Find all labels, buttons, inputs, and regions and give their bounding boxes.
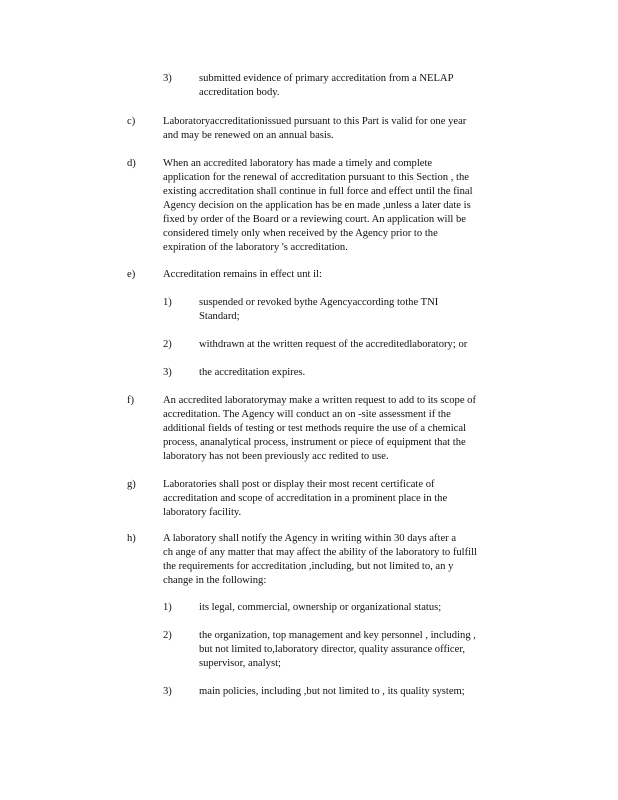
item-text: submitted evidence of primary accreditation from a NELAP accreditation body.: [199, 73, 454, 98]
item-marker: 1): [163, 602, 172, 613]
item-marker: 2): [163, 630, 172, 641]
item-marker: d): [127, 158, 136, 169]
item-text: Laboratoryaccreditationissued pursuant to this Part is valid for one year and may be renewed on an annual basis.: [163, 116, 467, 141]
item-marker: 1): [163, 297, 172, 308]
item-text: main policies, including ,but not limited to , its quality system;: [199, 686, 465, 697]
item-text: When an accredited laboratory has made a timely and complete application for the renewal of accreditation pursuant to this Section , the existing accreditation shall continue in full force and effect until the final Agency decision on the application has be en made ,unless a later date is fixed by order of the Board or a reviewing court. An application will be considered timely only when received by the Agency prior to the expiration of the laboratory 's accreditation.: [163, 158, 473, 253]
item-text: withdrawn at the written request of the accreditedlaboratory; or: [199, 339, 468, 350]
item-marker: 3): [163, 73, 172, 84]
item-text: the organization, top management and key personnel , including , but not limited to,laboratory director, quality assurance officer, supervisor, analyst;: [199, 630, 476, 669]
item-text: Accreditation remains in effect unt il:: [163, 269, 322, 280]
item-marker: 3): [163, 367, 172, 378]
item-marker: 3): [163, 686, 172, 697]
item-text: suspended or revoked bythe Agencyaccording tothe TNI Standard;: [199, 297, 439, 322]
item-text: An accredited laboratorymay make a written request to add to its scope of accreditation. The Agency will conduct an on -site assessment if the additional fields of testing or test methods require the use of a chemical process, ananalytical process, instrument or piece of equipment that the laboratory has not been previously acc redited to use.: [163, 395, 476, 462]
item-text: Laboratories shall post or display their most recent certificate of accreditation and scope of accreditation in a prominent place in the laboratory facility.: [163, 479, 448, 518]
item-marker: 2): [163, 339, 172, 350]
item-marker: h): [127, 533, 136, 544]
item-marker: e): [127, 269, 136, 280]
item-marker: c): [127, 116, 136, 127]
item-marker: f): [127, 395, 135, 406]
item-text: its legal, commercial, ownership or organizational status;: [199, 602, 442, 613]
item-text: A laboratory shall notify the Agency in writing within 30 days after a ch ange of any matter that may affect the ability of the laboratory to fulfill the requirements for accreditation ,including, but not limited to, an y change in the following:: [163, 533, 477, 586]
item-marker: g): [127, 479, 136, 490]
item-text: the accreditation expires.: [199, 367, 306, 378]
